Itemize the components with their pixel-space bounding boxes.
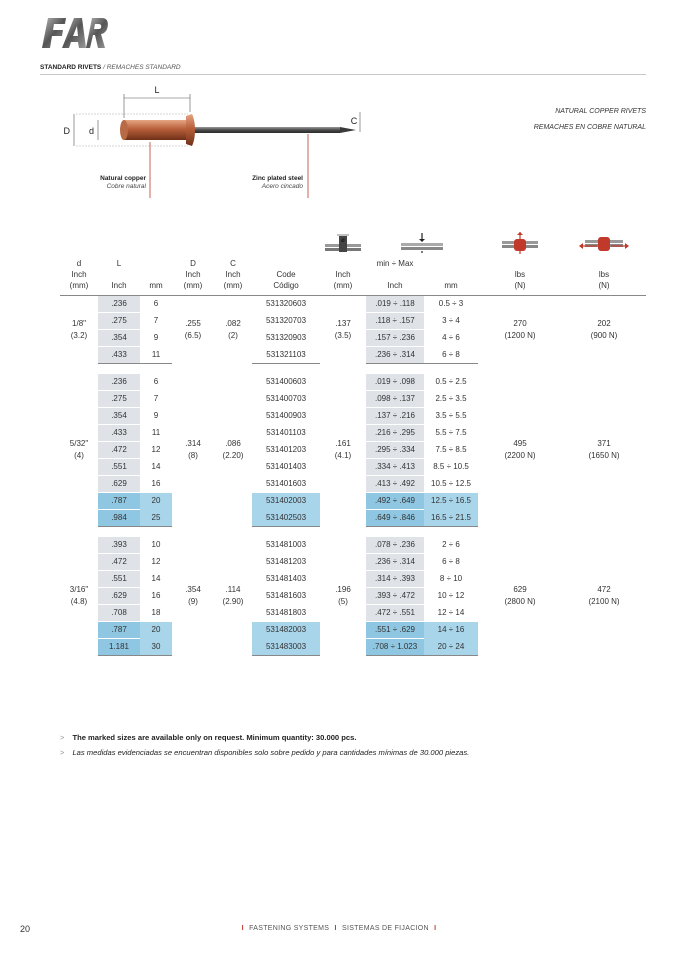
tensile-strength-icon	[579, 232, 629, 254]
cell-L-inch: .275	[98, 313, 140, 330]
table-row	[60, 537, 646, 554]
cell-shear: 495 (2200 N)	[504, 439, 536, 461]
col-C: C Inch (mm)	[214, 258, 252, 296]
cell-hole: .196 (5)	[335, 585, 351, 607]
cell-grip-inch: .157 ÷ .236	[366, 330, 424, 347]
cell-L-mm: 30	[140, 639, 172, 656]
cell-L-inch: .354	[98, 330, 140, 347]
col-D: D Inch (mm)	[172, 258, 214, 296]
cell-grip-mm: 5.5 ÷ 7.5	[435, 428, 467, 437]
cell-grip-inch: .472 ÷ .551	[366, 605, 424, 622]
cell-L-inch: .787	[98, 622, 140, 639]
grip-range-icon	[397, 232, 447, 254]
cell-L-inch: .472	[98, 554, 140, 571]
cell-L-mm: 14	[151, 462, 161, 471]
cell-L-mm: 6	[153, 377, 159, 387]
cell-d: 3/16" (4.8)	[69, 585, 89, 607]
page-number: 20	[20, 924, 31, 934]
cell-shear: 270 (1200 N)	[504, 318, 536, 340]
header-row	[60, 258, 646, 296]
label-zinc-steel: Zinc plated steel	[252, 175, 303, 182]
cell-grip-inch: .649 ÷ .846	[366, 510, 424, 527]
cell-tensile: 202 (900 N)	[590, 318, 618, 340]
cell-grip-mm: 6 ÷ 8	[442, 557, 460, 566]
cell-tensile: 371 (1650 N)	[588, 439, 620, 461]
note-marker: >	[60, 733, 65, 742]
cell-L-mm: 9	[153, 411, 159, 420]
cell-grip-inch: .393 ÷ .472	[366, 588, 424, 605]
cell-grip-inch: .098 ÷ .137	[366, 391, 424, 408]
cell-code: 531481203	[265, 557, 307, 566]
cell-L-inch: .236	[98, 374, 140, 391]
cell-grip-mm: 4 ÷ 6	[442, 333, 460, 342]
cell-code: 531400703	[265, 394, 307, 403]
col-grip-mm: mm	[424, 258, 478, 296]
rivet-diagram	[40, 82, 380, 212]
cell-D: .314 (8)	[185, 439, 201, 461]
cell-L-inch: .551	[98, 459, 140, 476]
cell-code: 531320903	[265, 333, 307, 342]
group-spacer	[60, 364, 646, 375]
cell-L-mm: 11	[151, 428, 161, 437]
cell-L-inch: .275	[98, 391, 140, 408]
cell-grip-inch: .019 ÷ .098	[366, 374, 424, 391]
cell-L-mm: 11	[140, 347, 172, 364]
note-en: The marked sizes are available only on request. Minimum quantity: 30.000 pcs.	[72, 733, 357, 742]
cell-L-mm: 16	[151, 591, 161, 600]
footer-sep: I	[241, 925, 244, 932]
cell-L-mm: 7	[153, 316, 159, 325]
cell-hole: .161 (4.1)	[334, 439, 352, 461]
cell-tensile: 472 (2100 N)	[588, 585, 620, 607]
note-es-line	[60, 745, 469, 760]
cell-grip-inch: .216 ÷ .295	[366, 425, 424, 442]
cell-grip-mm: 10.5 ÷ 12.5	[431, 479, 471, 488]
cell-grip-mm: 0.5 ÷ 2.5	[435, 377, 467, 387]
cell-grip-mm: 14 ÷ 16	[424, 622, 478, 639]
footer	[0, 925, 678, 932]
label-cobre-natural: Cobre natural	[106, 183, 146, 190]
cell-L-inch: .984	[98, 510, 140, 527]
table-row	[60, 296, 646, 313]
shear-strength-icon	[500, 232, 540, 254]
cell-grip-inch: .413 ÷ .492	[366, 476, 424, 493]
cell-code: 531482003	[252, 622, 320, 639]
label-C: C	[350, 116, 358, 126]
product-title-en: NATURAL COPPER RIVETS	[555, 108, 646, 115]
cell-grip-inch: .295 ÷ .334	[366, 442, 424, 459]
cell-grip-mm: 7.5 ÷ 8.5	[435, 445, 467, 454]
cell-grip-inch: .078 ÷ .236	[366, 537, 424, 554]
footer-left: FASTENING SYSTEMS	[249, 925, 330, 932]
cell-grip-mm: 12.5 ÷ 16.5	[424, 493, 478, 510]
cell-grip-inch: .708 ÷ 1.023	[366, 639, 424, 656]
cell-L-mm: 20	[140, 493, 172, 510]
spec-table-body	[60, 296, 646, 656]
cell-L-mm: 18	[151, 608, 161, 617]
product-title-es: REMACHES EN COBRE NATURAL	[533, 124, 646, 131]
label-acero-cincado: Acero cincado	[261, 183, 303, 190]
col-L-mm: mm	[140, 258, 172, 296]
label-L: L	[154, 85, 160, 95]
footer-right: SISTEMAS DE FIJACION	[342, 925, 429, 932]
cell-L-mm: 7	[153, 394, 159, 403]
cell-grip-inch: .118 ÷ .157	[366, 313, 424, 330]
cell-grip-mm: 16.5 ÷ 21.5	[424, 510, 478, 527]
col-grip-inch: min ÷ Max Inch	[366, 258, 424, 296]
cell-d: 1/8" (3.2)	[70, 318, 88, 340]
cell-L-inch: .629	[98, 476, 140, 493]
cell-code: 531402503	[252, 510, 320, 527]
cell-grip-mm: 20 ÷ 24	[424, 639, 478, 656]
cell-grip-mm: 6 ÷ 8	[424, 347, 478, 364]
footer-sep: I	[334, 925, 337, 932]
cell-grip-inch: .137 ÷ .216	[366, 408, 424, 425]
notes	[60, 730, 469, 760]
cell-L-inch: 1.181	[98, 639, 140, 656]
cell-L-mm: 14	[151, 574, 161, 583]
cell-code: 531481803	[265, 608, 307, 617]
cell-L-inch: .236	[98, 296, 140, 313]
col-shear: lbs (N)	[478, 258, 562, 296]
note-en-line	[60, 730, 469, 745]
cell-C: .114 (2.90)	[222, 585, 244, 607]
col-code: Code Código	[252, 258, 320, 296]
section-title-es: / REMACHES STANDARD	[103, 64, 181, 71]
footer-sep: I	[434, 925, 437, 932]
col-d: d Inch (mm)	[60, 258, 98, 296]
note-marker: >	[60, 748, 65, 757]
hole-diameter-icon	[323, 232, 363, 254]
section-title: STANDARD RIVETS	[40, 64, 102, 71]
cell-L-mm: 16	[151, 479, 161, 488]
cell-code: 531481603	[265, 591, 307, 600]
cell-grip-mm: 10 ÷ 12	[437, 591, 465, 600]
cell-D: .255 (6.5)	[184, 318, 202, 340]
col-L-inch: L Inch	[98, 258, 140, 296]
cell-grip-mm: 3 ÷ 4	[442, 316, 460, 325]
cell-grip-inch: .314 ÷ .393	[366, 571, 424, 588]
cell-grip-mm: 2.5 ÷ 3.5	[435, 394, 467, 403]
hole-symbol: ø	[341, 238, 345, 244]
cell-code: 531401403	[265, 462, 307, 471]
cell-grip-inch: .236 ÷ .314	[366, 554, 424, 571]
cell-code: 531400603	[265, 377, 307, 387]
cell-C: .086 (2.20)	[222, 439, 244, 461]
group-spacer	[60, 527, 646, 538]
cell-L-inch: .472	[98, 442, 140, 459]
cell-C: .082 (2)	[225, 318, 241, 340]
cell-grip-mm: 8.5 ÷ 10.5	[433, 462, 469, 471]
spacer-cell	[60, 527, 646, 538]
note-es: Las medidas evidenciadas se encuentran disponibles solo sobre pedido y para cantidades mínimas de 30.000 piezas.	[72, 748, 470, 757]
cell-grip-inch: .236 ÷ .314	[366, 347, 424, 364]
col-tensile: lbs (N)	[562, 258, 646, 296]
cell-code: 531320603	[265, 299, 307, 309]
cell-L-mm: 12	[151, 557, 161, 566]
cell-grip-mm: 2 ÷ 6	[442, 540, 460, 550]
spacer-cell	[60, 364, 646, 375]
cell-L-inch: .708	[98, 605, 140, 622]
cell-code: 531320703	[265, 316, 307, 325]
spec-table	[60, 232, 646, 656]
cell-L-inch: .433	[98, 347, 140, 364]
cell-hole: .137 (3.5)	[334, 318, 352, 340]
cell-code: 531401603	[265, 479, 307, 488]
cell-L-mm: 10	[151, 540, 161, 550]
cell-d: 5/32" (4)	[69, 439, 89, 461]
cell-grip-inch: .019 ÷ .118	[366, 296, 424, 313]
cell-L-inch: .393	[98, 537, 140, 554]
product-title	[534, 104, 646, 136]
cell-shear: 629 (2800 N)	[504, 585, 536, 607]
cell-code: 531401203	[265, 445, 307, 454]
cell-code: 531401103	[266, 428, 306, 437]
label-d: d	[88, 126, 94, 136]
cell-L-mm: 20	[140, 622, 172, 639]
header-icons-row	[60, 232, 646, 258]
cell-grip-mm: 3.5 ÷ 5.5	[435, 411, 467, 420]
cell-code: 531481403	[265, 574, 307, 583]
cell-code: 531400903	[265, 411, 307, 420]
cell-L-inch: .433	[98, 425, 140, 442]
cell-L-mm: 12	[151, 445, 161, 454]
cell-grip-inch: .492 ÷ .649	[366, 493, 424, 510]
cell-D: .354 (9)	[185, 585, 201, 607]
table-row	[60, 374, 646, 391]
cell-grip-inch: .334 ÷ .413	[366, 459, 424, 476]
cell-grip-mm: 0.5 ÷ 3	[438, 299, 464, 309]
col-hole: Inch (mm)	[320, 258, 366, 296]
cell-L-inch: .787	[98, 493, 140, 510]
cell-code: 531321103	[252, 347, 320, 364]
label-natural-copper: Natural copper	[100, 175, 146, 182]
cell-grip-mm: 8 ÷ 10	[439, 574, 463, 583]
cell-grip-mm: 12 ÷ 14	[437, 608, 465, 617]
cell-code: 531402003	[252, 493, 320, 510]
cell-code: 531481003	[265, 540, 307, 550]
section-header	[40, 64, 646, 75]
label-D: D	[63, 126, 70, 136]
cell-grip-inch: .551 ÷ .629	[366, 622, 424, 639]
cell-code: 531483003	[252, 639, 320, 656]
cell-L-mm: 9	[153, 333, 159, 342]
cell-L-inch: .629	[98, 588, 140, 605]
cell-L-inch: .354	[98, 408, 140, 425]
far-logo-icon	[40, 14, 110, 52]
cell-L-mm: 6	[153, 299, 159, 309]
cell-L-inch: .551	[98, 571, 140, 588]
cell-L-mm: 25	[140, 510, 172, 527]
